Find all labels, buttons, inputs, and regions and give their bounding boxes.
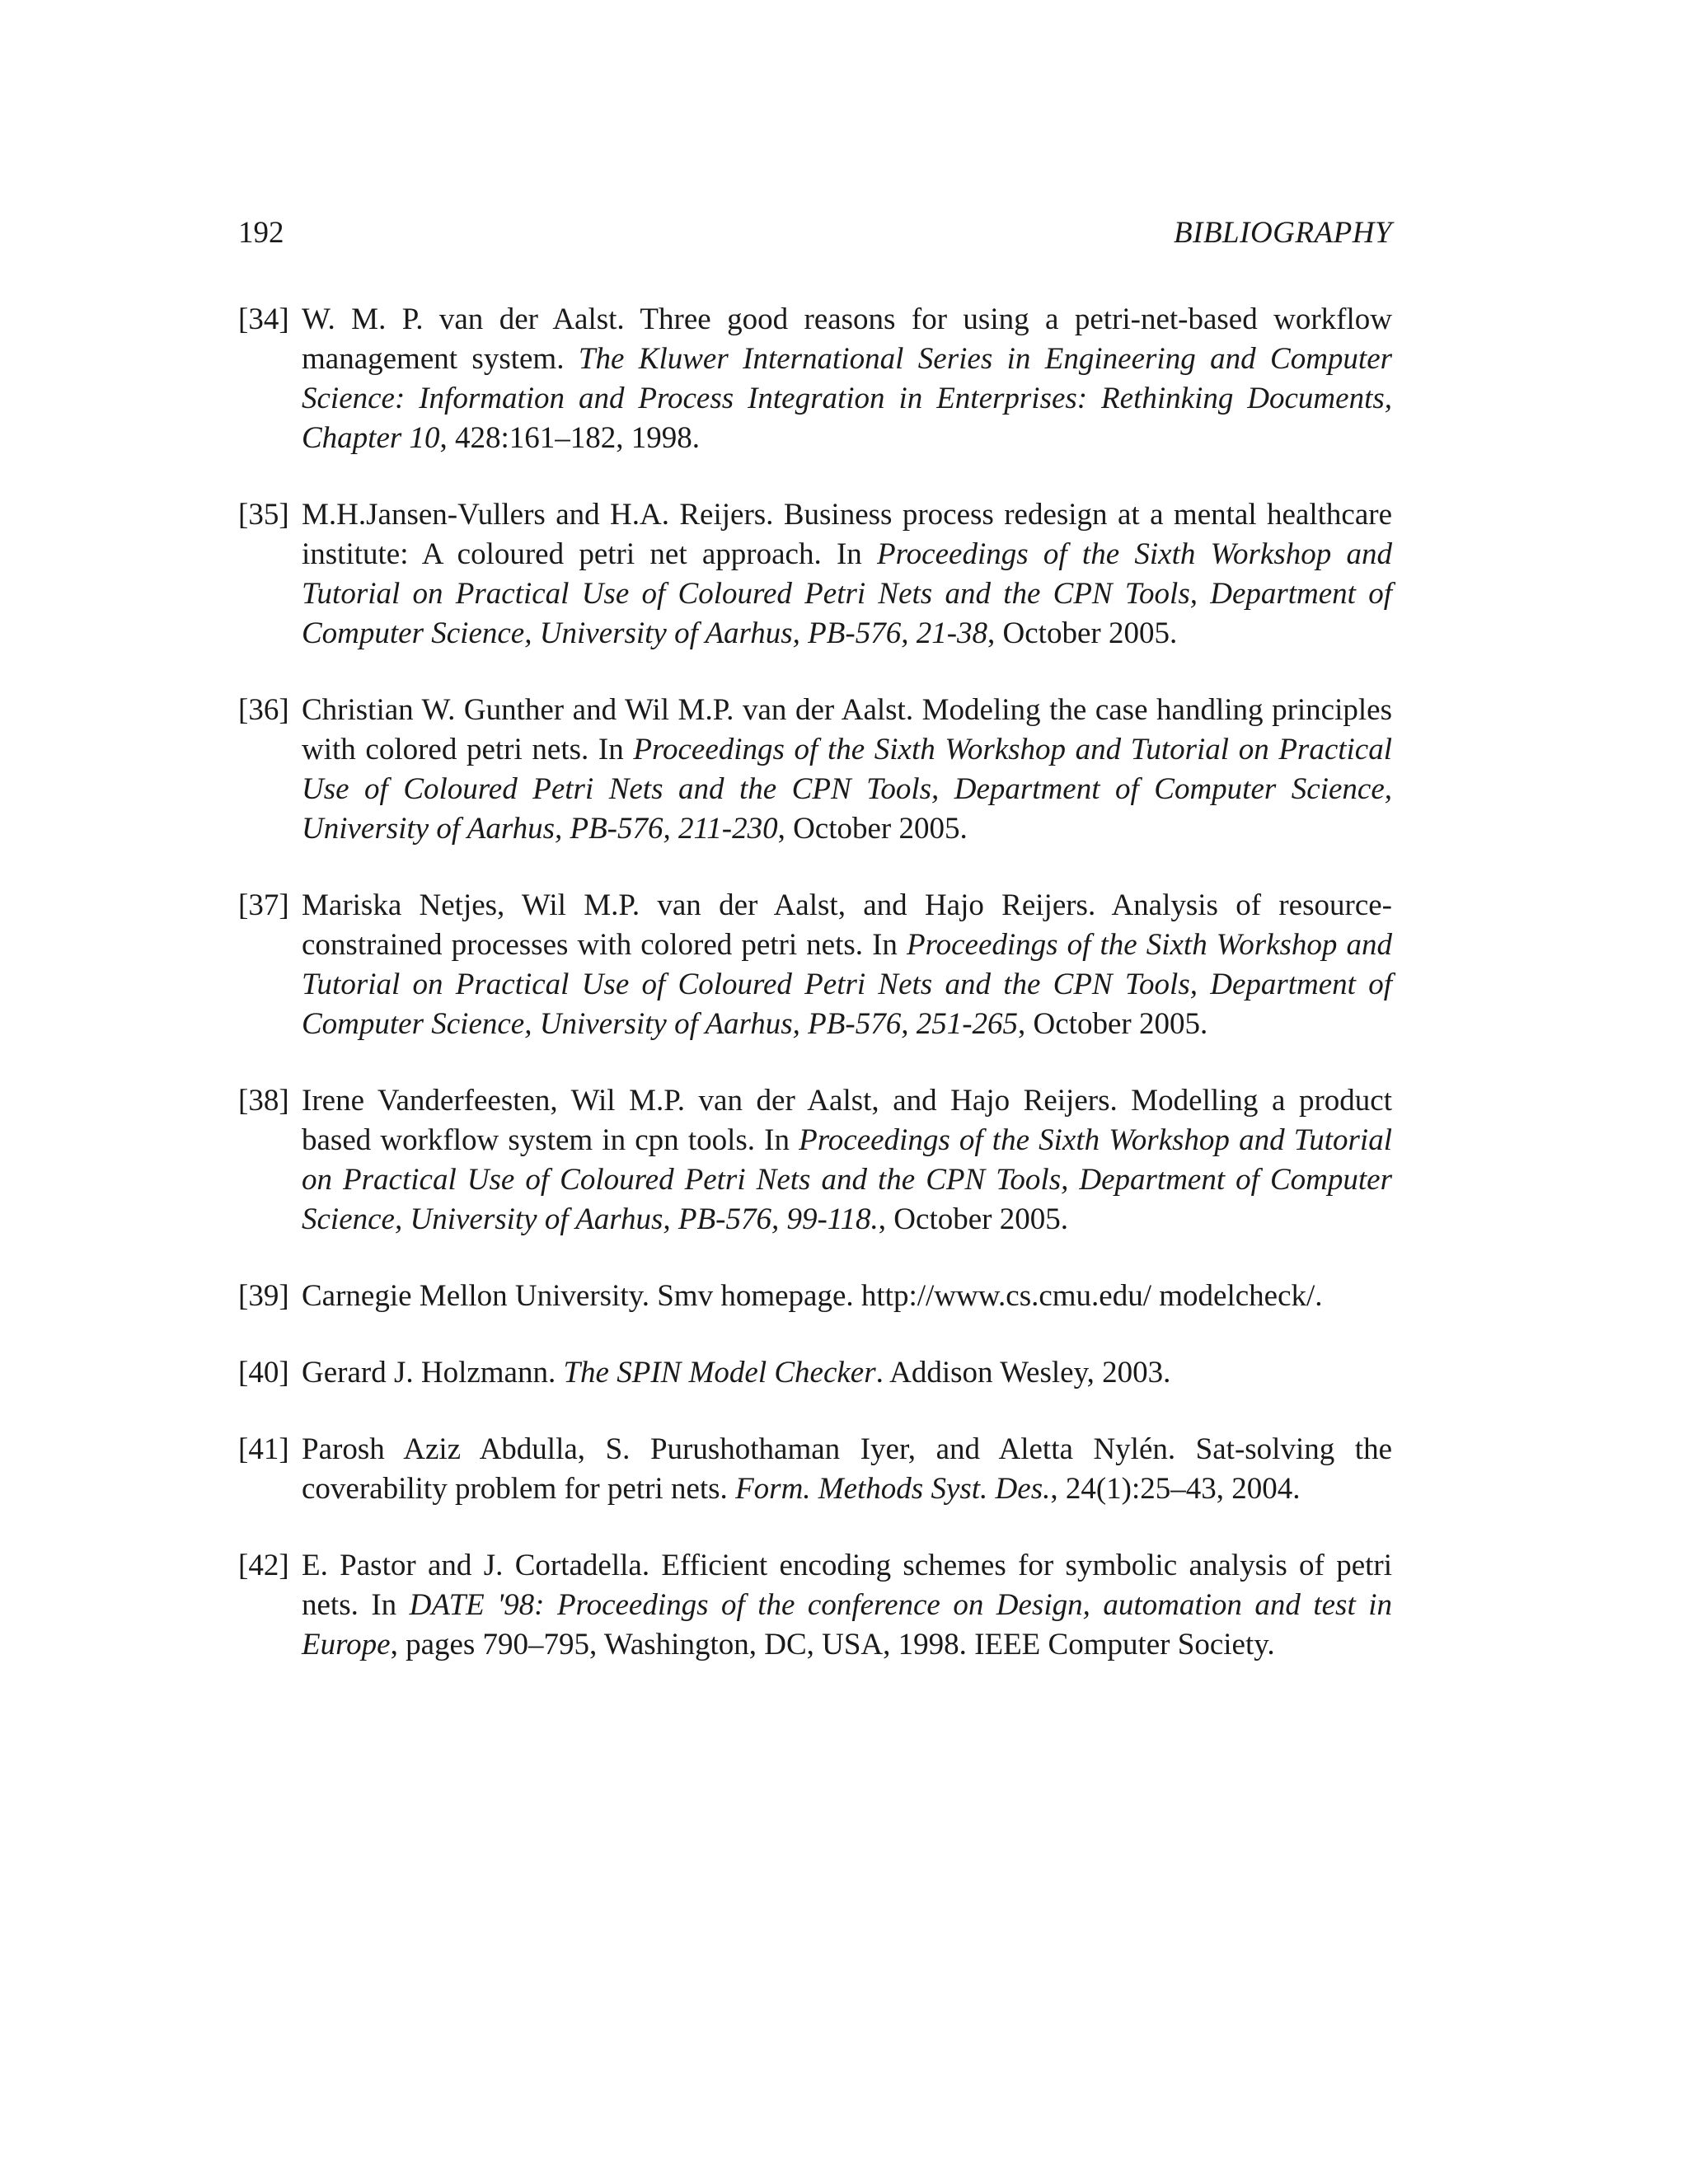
- reference-segment: Mariska Netjes, Wil M.P. van der Aalst, and Hajo Reijers. Analysis of resource-constrained processes with colored petri nets. In: [302, 888, 1392, 962]
- reference-text: [302, 1279, 1323, 1313]
- reference-segment: , 24(1):25–43, 2004.: [1050, 1472, 1301, 1506]
- reference-segment: W. M. P. van der Aalst. Three good reasons for using a petri-net-based workflow management system.: [302, 302, 1392, 376]
- page-header: [238, 213, 1392, 254]
- reference-italic-segment: The SPIN Model Checker: [563, 1356, 876, 1390]
- reference-label: [39]: [238, 1279, 289, 1313]
- reference-text: [302, 498, 1392, 650]
- reference-entry: [238, 1277, 1392, 1316]
- reference-text: [302, 302, 1392, 455]
- reference-italic-segment: Proceedings of the Sixth Workshop and Tutorial on Practical Use of Coloured Petri Nets and the CPN Tools, Department of Computer Science, University of Aarhus, PB-576, 251-265: [302, 928, 1392, 1041]
- running-title: BIBLIOGRAPHY: [1174, 216, 1392, 250]
- reference-italic-segment: Proceedings of the Sixth Workshop and Tutorial on Practical Use of Coloured Petri Nets and the CPN Tools, Department of Computer Science, University of Aarhus, PB-576, 211-230: [302, 733, 1393, 846]
- reference-segment: Gerard J. Holzmann.: [302, 1356, 564, 1390]
- reference-entry: [238, 1353, 1392, 1393]
- reference-entry: [238, 1546, 1392, 1665]
- reference-segment: Parosh Aziz Abdulla, S. Purushothaman Iyer, and Aletta Nylén. Sat-solving the coverability problem for petri nets.: [302, 1432, 1392, 1506]
- reference-segment: . Addison Wesley, 2003.: [875, 1356, 1171, 1390]
- reference-label: [38]: [238, 1084, 289, 1118]
- reference-segment: , October 2005.: [777, 812, 968, 846]
- reference-segment: , October 2005.: [1018, 1007, 1208, 1041]
- reference-segment: Carnegie Mellon University. Smv homepage. http://www.cs.cmu.edu/ modelcheck/.: [302, 1279, 1323, 1313]
- reference-label: [40]: [238, 1356, 289, 1390]
- reference-entry: [238, 1081, 1392, 1240]
- reference-italic-segment: Form. Methods Syst. Des.: [735, 1472, 1051, 1506]
- reference-italic-segment: DATE '98: Proceedings of the conference on Design, automation and test in Europe: [302, 1588, 1392, 1661]
- reference-italic-segment: The Kluwer International Series in Engineering and Computer Science: Information and Process Integration in Enterprises: Rethinking Documents, Chapter 10: [302, 342, 1393, 455]
- reference-entry: [238, 886, 1392, 1044]
- reference-italic-segment: Proceedings of the Sixth Workshop and Tutorial on Practical Use of Coloured Petri Nets and the CPN Tools, Department of Computer Science, University of Aarhus, PB-576, 99-118.: [302, 1123, 1392, 1236]
- reference-segment: Christian W. Gunther and Wil M.P. van der Aalst. Modeling the case handling principles with colored petri nets. In: [302, 693, 1392, 766]
- reference-segment: , pages 790–795, Washington, DC, USA, 1998. IEEE Computer Society.: [390, 1628, 1275, 1661]
- reference-label: [35]: [238, 498, 289, 532]
- reference-text: [302, 1084, 1392, 1236]
- reference-segment: , October 2005.: [878, 1202, 1068, 1236]
- reference-text: [302, 1549, 1392, 1661]
- reference-label: [34]: [238, 302, 289, 336]
- reference-text: [302, 1356, 1170, 1390]
- reference-entry: [238, 1430, 1392, 1509]
- reference-label: [42]: [238, 1549, 289, 1582]
- reference-label: [41]: [238, 1432, 289, 1466]
- page-number: 192: [238, 216, 284, 250]
- reference-segment: , 428:161–182, 1998.: [439, 421, 701, 455]
- reference-segment: Irene Vanderfeesten, Wil M.P. van der Aalst, and Hajo Reijers. Modelling a product based workflow system in cpn tools. In: [302, 1084, 1392, 1157]
- reference-italic-segment: Proceedings of the Sixth Workshop and Tutorial on Practical Use of Coloured Petri Nets and the CPN Tools, Department of Computer Science, University of Aarhus, PB-576, 21-38: [302, 537, 1393, 650]
- reference-text: [302, 693, 1392, 846]
- reference-text: [302, 1432, 1392, 1506]
- reference-segment: , October 2005.: [987, 616, 1178, 650]
- reference-entry: [238, 300, 1392, 458]
- reference-entry: [238, 495, 1392, 654]
- reference-label: [36]: [238, 693, 289, 727]
- reference-text: [302, 888, 1392, 1041]
- reference-entry: [238, 691, 1392, 849]
- reference-segment: E. Pastor and J. Cortadella. Efficient encoding schemes for symbolic analysis of petri nets. In: [302, 1549, 1392, 1622]
- reference-label: [37]: [238, 888, 289, 922]
- bibliography-list: [238, 300, 1392, 1702]
- reference-segment: M.H.Jansen-Vullers and H.A. Reijers. Business process redesign at a mental healthcare institute: A coloured petri net approach. In: [302, 498, 1392, 571]
